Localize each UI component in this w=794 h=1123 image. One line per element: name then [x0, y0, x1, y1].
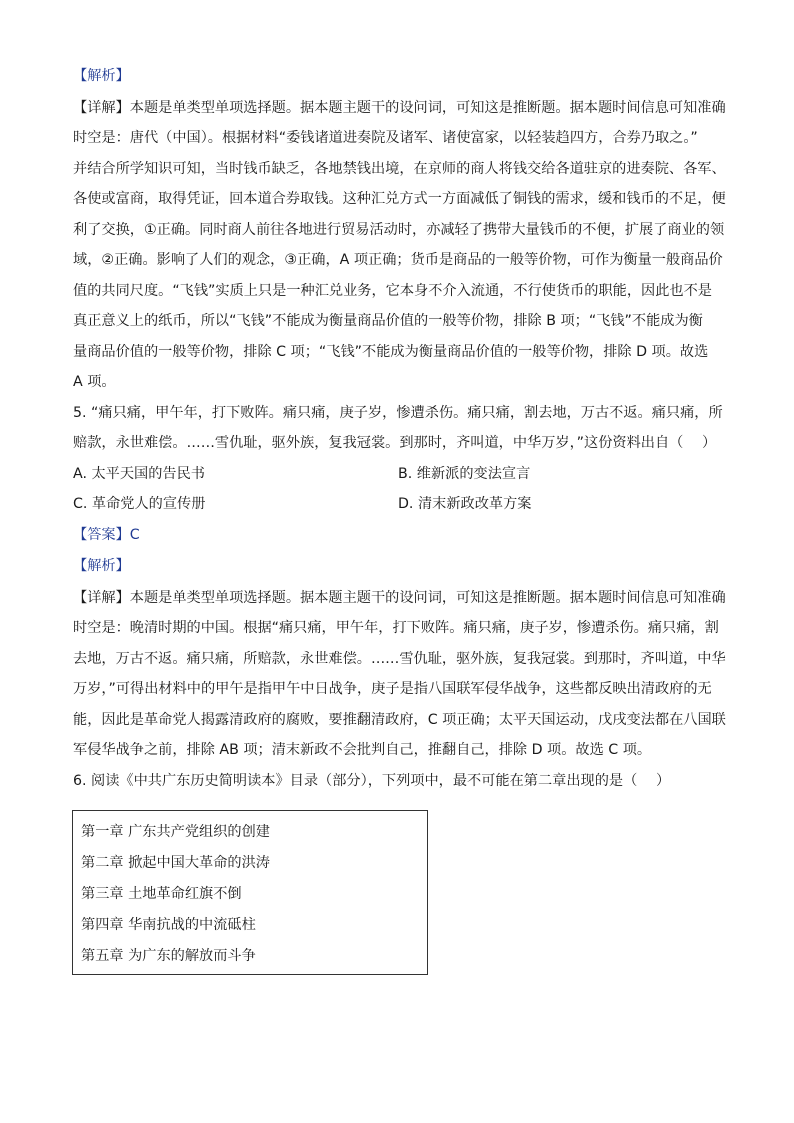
analysis-line: 各使或富商，取得凭证，回本道合券取钱。这种汇兑方式一方面减低了铜钱的需求，缓和钱币的不足，便 [73, 191, 726, 207]
analysis-line: 【详解】本题是单类型单项选择题。据本题主题干的设问词，可知这是推断题。据本题时间信息可知准确 [73, 100, 726, 116]
analysis-line: 域，②正确。影响了人们的观念，③正确，A 项正确；货币是商品的一般等价物，可作为衡量一般商品价 [73, 252, 723, 268]
analysis-line: 值的共同尺度。“飞钱”实质上只是一种汇兑业务，它本身不介入流通，不行使货币的职能，因此也不是 [73, 283, 712, 299]
analysis-line: 【详解】本题是单类型单项选择题。据本题主题干的设问词，可知这是推断题。据本题时间信息可知准确 [73, 590, 726, 606]
toc-item: 第三章 土地革命红旗不倒 [81, 886, 242, 902]
analysis-line: 军侵华战争之前，排除 AB 项；清末新政不会批判自己，推翻自己，排除 D 项。故选 C 项。 [73, 742, 652, 758]
toc-item: 第五章 为广东的解放而斗争 [81, 948, 256, 964]
analysis-line: 去地，万古不返。痛只痛，所赔款，永世难偿。……雪仇耻，驱外族，复我冠裳。到那时，齐叫道，中华 [73, 651, 726, 667]
analysis-line: A 项。 [73, 374, 116, 390]
table-of-contents-box [72, 810, 428, 975]
analysis-line: 量商品价值的一般等价物，排除 C 项；“飞钱”不能成为衡量商品价值的一般等价物，排除 D 项。故选 [73, 344, 709, 360]
toc-item: 第四章 华南抗战的中流砥柱 [81, 917, 256, 933]
analysis-line: 万岁，”可得出材料中的甲午是指甲午中日战争，庚子是指八国联军侵华战争，这些都反映出清政府的无 [73, 681, 712, 697]
answer-line: 【答案】C [73, 527, 140, 543]
option-b: B. 维新派的变法宣言 [398, 466, 531, 482]
analysis-line: 利了交换，①正确。同时商人前往各地进行贸易活动时，亦减轻了携带大量钱币的不便，扩展了商业的领 [73, 222, 725, 238]
question-5-stem: 5. “痛只痛，甲午年，打下败阵。痛只痛，庚子岁，惨遭杀伤。痛只痛，割去地，万古不返。痛只痛，所 [73, 405, 723, 421]
toc-item: 第二章 掀起中国大革命的洪涛 [81, 855, 270, 871]
analysis-line: 并结合所学知识可知，当时钱币缺乏，各地禁钱出境，在京师的商人将钱交给各道驻京的进奏院、各军、 [73, 161, 726, 177]
question-6-stem: 6. 阅读《中共广东历史简明读本》目录（部分），下列项中，最不可能在第二章出现的是（ ） [73, 773, 671, 789]
option-c: C. 革命党人的宣传册 [73, 496, 206, 512]
analysis-line: 能，因此是革命党人揭露清政府的腐败，要推翻清政府，C 项正确；太平天国运动，戊戌变法都在八国联 [73, 712, 726, 728]
analysis-tag: 【解析】 [73, 68, 130, 84]
toc-item: 第一章 广东共产党组织的创建 [81, 824, 270, 840]
option-a: A. 太平天国的告民书 [73, 466, 205, 482]
option-d: D. 清末新政改革方案 [398, 496, 532, 512]
question-5-stem: 赔款，永世难偿。……雪仇耻，驱外族，复我冠裳。到那时，齐叫道，中华万岁，”这份资料出自（ ） [73, 435, 717, 451]
analysis-line: 真正意义上的纸币，所以“飞钱”不能成为衡量商品价值的一般等价物，排除 B 项；“飞钱”不能成为衡 [73, 313, 703, 329]
analysis-line: 时空是：晚清时期的中国。根据“痛只痛，甲午年，打下败阵。痛只痛，庚子岁，惨遭杀伤。痛只痛，割 [73, 620, 719, 636]
analysis-tag: 【解析】 [73, 558, 130, 574]
analysis-line: 时空是：唐代（中国）。根据材料“委钱诸道进奏院及诸军、诸使富家，以轻装趋四方，合券乃取之。” [73, 130, 698, 146]
